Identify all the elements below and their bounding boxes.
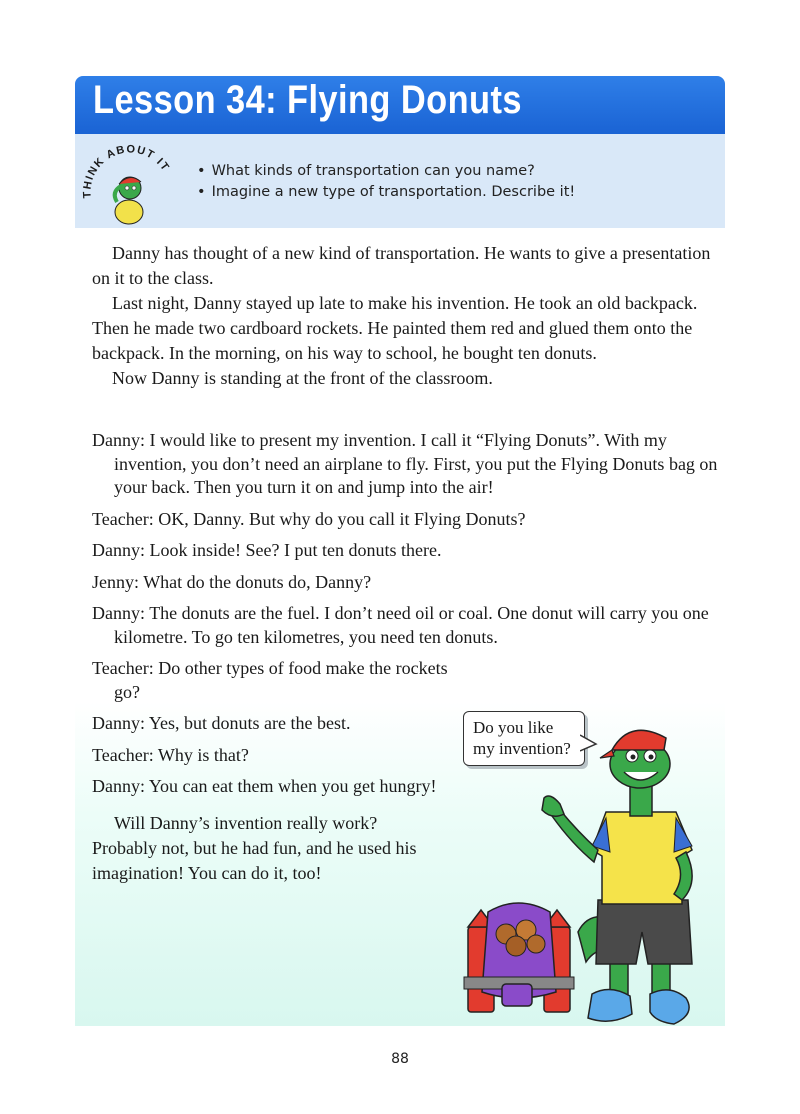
dialogue-line: Teacher: Do other types of food make the rockets go? — [92, 658, 448, 702]
thinking-dino-icon — [81, 142, 179, 226]
think-question: • Imagine a new type of transportation. Describe it! — [197, 184, 575, 200]
speaker: Danny — [92, 540, 140, 560]
dialogue-line: Danny: I would like to present my invention. I call it “Flying Donuts”. With my invention, you don’t need an airplane to fly. First, you put the Flying Donuts bag on your back. Then you turn it on and jump into the air! — [92, 430, 718, 497]
dialogue-text: What do the donuts do, Danny? — [143, 571, 372, 592]
dialogue-text: The donuts are the fuel. I don’t need oil or coal. One donut will carry you one kilometre. To go ten kilometres, you need ten donuts. — [114, 603, 709, 647]
speaker: Teacher — [92, 658, 149, 678]
lesson-title-bar — [75, 76, 725, 134]
flying-donuts-backpack — [464, 903, 574, 1012]
dialogue-line: Danny: The donuts are the fuel. I don’t need oil or coal. One donut will carry you one kilometre. To go ten kilometres, you need ten donuts. — [92, 603, 709, 647]
closing-paragraph: Will Danny’s invention really work? Probably not, but he had fun, and he used his imagination! You can do it, too! — [92, 812, 417, 883]
dialogue-text: I would like to present my invention. I call it “Flying Donuts”. With my invention, you don’t need an airplane to fly. First, you put the Flying Donuts bag on your back. Then you turn it on and jump into the air! — [114, 430, 718, 497]
speaker: Danny — [92, 713, 140, 733]
dialogue-line: Danny: You can eat them when you get hungry! — [92, 776, 437, 796]
story-paragraph: Now Danny is standing at the front of the classroom. — [112, 368, 493, 388]
dialogue-line: Teacher: OK, Danny. But why do you call it Flying Donuts? — [92, 508, 526, 529]
dialogue-line: Danny: Look inside! See? I put ten donuts there. — [92, 540, 442, 560]
think-question: • What kinds of transportation can you name? — [197, 163, 575, 179]
page-number: 88 — [391, 1051, 409, 1067]
lesson-title: Lesson 34: Flying Donuts — [93, 78, 522, 122]
dialogue-line: Danny: Yes, but donuts are the best. — [92, 713, 351, 733]
speaker: Teacher — [92, 508, 149, 529]
dialogue-text: OK, Danny. But why do you call it Flying Donuts? — [158, 508, 526, 529]
speaker: Jenny — [92, 571, 134, 592]
speech-bubble-line: my invention? — [473, 739, 571, 758]
dialogue-text: Do other types of food make the rockets go? — [114, 658, 448, 702]
danny-dinosaur-illustration — [460, 722, 720, 1032]
dialogue-text: Look inside! See? I put ten donuts there. — [149, 540, 442, 560]
speaker: Danny — [92, 430, 140, 450]
dialogue-text: Why is that? — [157, 744, 249, 765]
speaker: Danny — [92, 603, 140, 623]
speech-bubble-line: Do you like — [473, 718, 554, 737]
think-about-it-label: THINK ABOUT IT — [81, 143, 172, 199]
dialogue-text: You can eat them when you get hungry! — [148, 776, 437, 796]
dialogue-text: Yes, but donuts are the best. — [148, 713, 351, 733]
dialogue-line: Jenny: What do the donuts do, Danny? — [92, 571, 372, 592]
story-text — [92, 241, 732, 391]
speaker: Teacher — [92, 744, 149, 765]
dialogue-line: Teacher: Why is that? — [92, 744, 249, 765]
think-about-it-box — [75, 134, 725, 228]
story-paragraph: Last night, Danny stayed up late to make his invention. He took an old backpack. Then he made two cardboard rockets. He painted them red and glued them onto the backpack. In the morning, on his way to school, he bought ten donuts. — [92, 293, 698, 363]
story-paragraph: Danny has thought of a new kind of transportation. He wants to give a presentation on it to the class. — [92, 243, 711, 288]
speaker: Danny — [92, 776, 140, 796]
think-questions — [197, 163, 575, 205]
